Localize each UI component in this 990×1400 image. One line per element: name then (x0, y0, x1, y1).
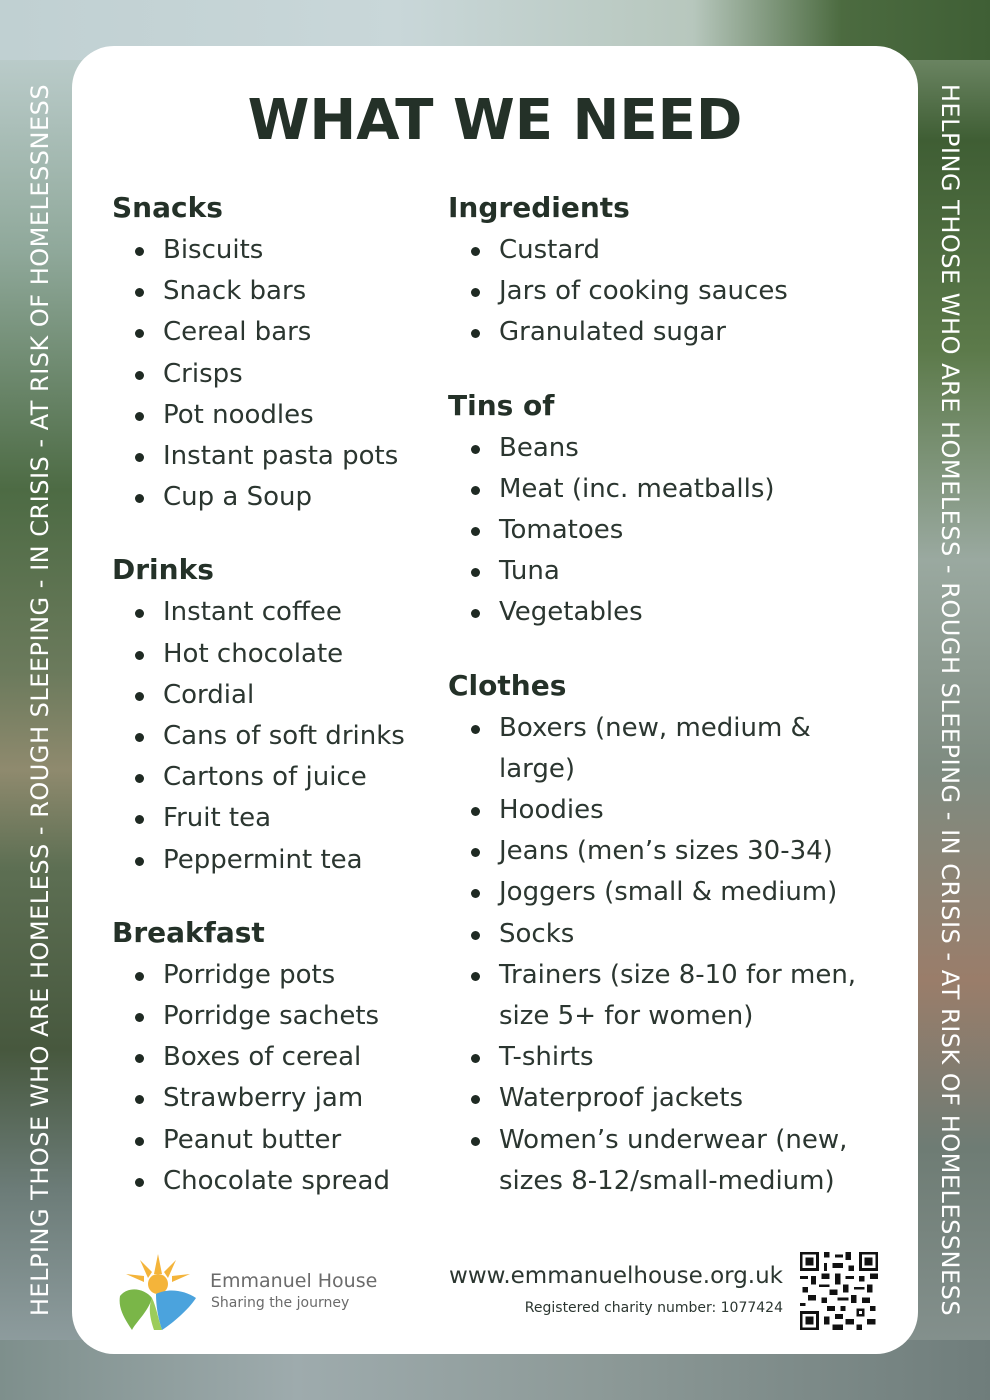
list-item: Pot noodles (112, 395, 442, 436)
list-item: Cereal bars (112, 312, 442, 353)
section-title: Drinks (112, 553, 214, 587)
list-item: Cordial (112, 675, 442, 716)
list-item: Porridge pots (112, 955, 442, 996)
page-title: WHAT WE NEED (247, 88, 743, 153)
section-title: Breakfast (112, 915, 265, 949)
list-item: Jars of cooking sauces (448, 271, 888, 312)
item-list (112, 230, 442, 518)
section-tins (448, 384, 888, 634)
list-item: Meat (inc. meatballs) (448, 469, 888, 510)
list-item: Beans (448, 428, 888, 469)
list-item: Instant coffee (112, 592, 442, 633)
list-item: Waterproof jackets (448, 1078, 888, 1119)
list-item: Hot chocolate (112, 634, 442, 675)
section-snacks (112, 186, 442, 518)
section-title: Ingredients (448, 191, 630, 224)
item-list (112, 592, 442, 880)
organisation-name: Emmanuel House (210, 1270, 378, 1292)
list-item: Tuna (448, 551, 888, 592)
section-drinks (112, 548, 442, 880)
right-column (448, 186, 888, 1232)
list-item: Cans of soft drinks (112, 716, 442, 757)
list-item: T-shirts (448, 1037, 888, 1078)
list-item: Granulated sugar (448, 312, 888, 353)
list-item: Women’s underwear (new, sizes 8-12/small-medium) (448, 1120, 888, 1202)
list-item: Trainers (size 8-10 for men, size 5+ for women) (448, 955, 888, 1037)
list-item: Hoodies (448, 790, 888, 831)
section-ingredients (448, 186, 888, 354)
list-item: Peppermint tea (112, 840, 442, 881)
list-item: Fruit tea (112, 798, 442, 839)
section-clothes (448, 664, 888, 1202)
list-item: Snack bars (112, 271, 442, 312)
list-item: Strawberry jam (112, 1078, 442, 1119)
list-item: Biscuits (112, 230, 442, 271)
list-item: Vegetables (448, 592, 888, 633)
section-breakfast (112, 911, 442, 1202)
section-title: Clothes (448, 668, 567, 702)
charity-number: Registered charity number: 1077424 (524, 1300, 783, 1316)
section-title: Tins of (448, 388, 555, 422)
list-item: Crisps (112, 354, 442, 395)
website-link[interactable]: www.emmanuelhouse.org.uk (449, 1263, 783, 1289)
list-item: Jeans (men’s sizes 30-34) (448, 831, 888, 872)
list-item: Boxers (new, medium & large) (448, 708, 888, 790)
list-item: Peanut butter (112, 1120, 442, 1161)
item-list (112, 955, 442, 1202)
left-column (112, 186, 442, 1232)
list-item: Instant pasta pots (112, 436, 442, 477)
list-item: Cartons of juice (112, 757, 442, 798)
list-item: Boxes of cereal (112, 1037, 442, 1078)
list-item: Custard (448, 230, 888, 271)
organisation-tagline: Sharing the journey (211, 1295, 350, 1311)
list-item: Tomatoes (448, 510, 888, 551)
list-item: Porridge sachets (112, 996, 442, 1037)
list-item: Joggers (small & medium) (448, 872, 888, 913)
item-list (448, 708, 888, 1202)
sun-flower-logo-icon (118, 1252, 198, 1330)
section-title: Snacks (112, 191, 223, 224)
qr-code-icon[interactable] (800, 1252, 878, 1330)
list-item: Cup a Soup (112, 477, 442, 518)
item-list (448, 428, 888, 634)
side-banner-left: HELPING THOSE WHO ARE HOMELESS - ROUGH SLEEPING - IN CRISIS - AT RISK OF HOMELESSNESS (26, 83, 54, 1317)
list-item: Socks (448, 914, 888, 955)
side-banner-right: HELPING THOSE WHO ARE HOMELESS - ROUGH SLEEPING - IN CRISIS - AT RISK OF HOMELESSNESS (936, 83, 964, 1317)
list-item: Chocolate spread (112, 1161, 442, 1202)
item-list (448, 230, 888, 354)
